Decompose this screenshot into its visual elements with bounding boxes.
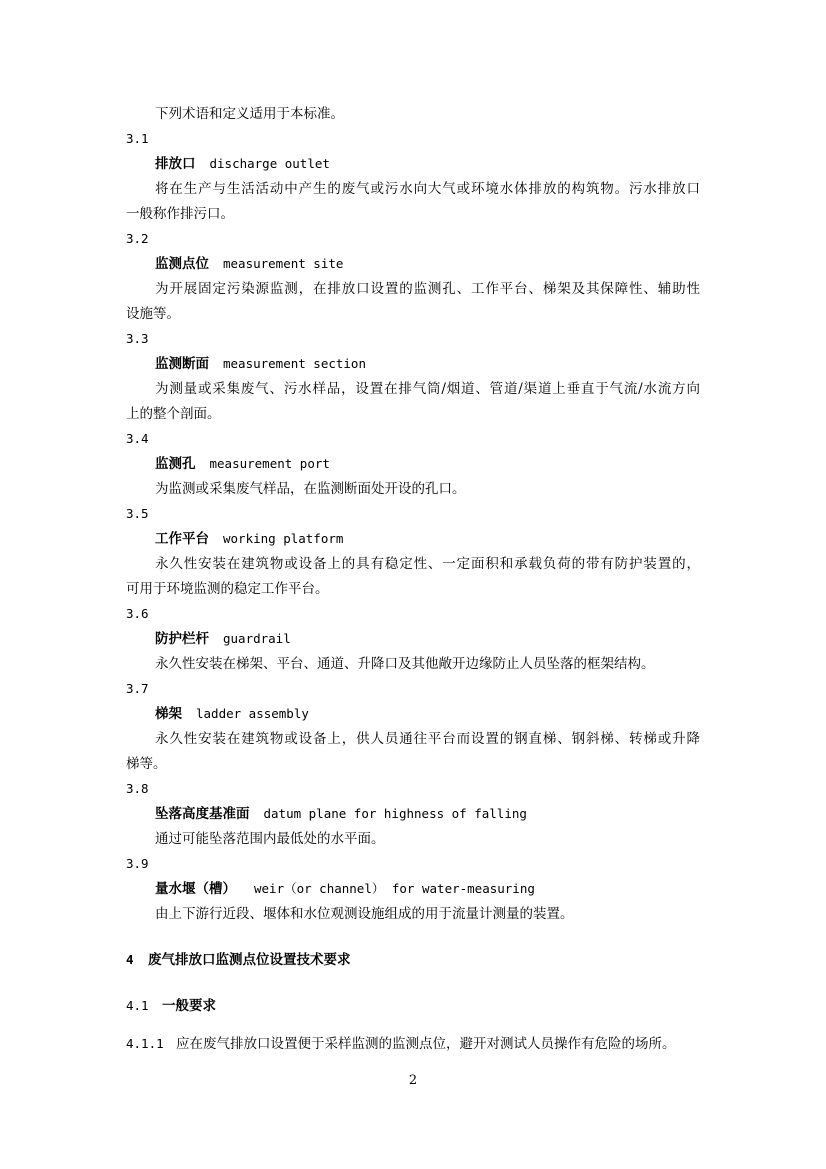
- term-definition-cont: 可用于环境监测的稳定工作平台。: [126, 581, 329, 597]
- term-definition: 为监测或采集废气样品，在监测断面处开设的孔口。: [155, 481, 466, 497]
- clause-number: 4.1.1: [126, 1036, 164, 1051]
- section-number: 4: [126, 952, 134, 967]
- term-heading: [155, 155, 330, 173]
- term-definition: 永久性安装在梯架、平台、通道、升降口及其他敞开边缘防止人员坠落的框架结构。: [155, 656, 655, 672]
- term-en: datum plane for highness of falling: [263, 806, 527, 821]
- term-zh: 工作平台: [155, 531, 209, 547]
- term-heading: [155, 805, 527, 823]
- clause-text: 应在废气排放口设置便于采样监测的监测点位，避开对测试人员操作有危险的场所。: [176, 1036, 676, 1052]
- term-zh: 监测点位: [155, 256, 209, 272]
- term-definition: 为开展固定污染源监测，在排放口设置的监测孔、工作平台、梯架及其保障性、辅助性: [155, 281, 700, 297]
- term-definition: 通过可能坠落范围内最低处的水平面。: [155, 831, 385, 847]
- clause: [126, 1035, 676, 1053]
- term-zh: 梯架: [155, 706, 182, 722]
- section-heading: [126, 951, 351, 969]
- term-zh: 防护栏杆: [155, 631, 209, 647]
- term-definition-cont: 梯等。: [126, 756, 167, 772]
- term-definition-cont: 设施等。: [126, 306, 180, 322]
- term-number: 3.1: [126, 131, 149, 146]
- term-definition: 由上下游行近段、堰体和水位观测设施组成的用于流量计测量的装置。: [155, 906, 574, 922]
- term-heading: [155, 255, 343, 273]
- term-heading: [155, 455, 330, 473]
- term-number: 3.9: [126, 856, 149, 871]
- term-number: 3.6: [126, 606, 149, 621]
- term-number: 3.7: [126, 681, 149, 696]
- term-number: 3.2: [126, 231, 149, 246]
- term-number: 3.5: [126, 506, 149, 521]
- term-definition: 为测量或采集废气、污水样品，设置在排气筒/烟道、管道/渠道上垂直于气流/水流方向: [155, 381, 700, 397]
- term-number: 3.3: [126, 331, 149, 346]
- section-title: 废气排放口监测点位设置技术要求: [148, 952, 351, 968]
- term-zh: 监测孔: [155, 456, 196, 472]
- term-heading: [155, 630, 291, 648]
- term-en: weir（or channel） for water-measuring: [254, 881, 535, 896]
- term-zh: 排放口: [155, 156, 196, 172]
- term-heading: [155, 355, 366, 373]
- term-definition: 永久性安装在建筑物或设备上，供人员通往平台而设置的钢直梯、钢斜梯、转梯或升降: [155, 731, 700, 747]
- term-zh: 量水堰（槽）: [155, 881, 236, 897]
- term-en: guardrail: [223, 631, 291, 646]
- term-number: 3.8: [126, 781, 149, 796]
- term-number: 3.4: [126, 431, 149, 446]
- term-definition: 永久性安装在建筑物或设备上的具有稳定性、一定面积和承载负荷的带有防护装置的，: [155, 556, 700, 572]
- term-en: measurement port: [209, 456, 330, 471]
- term-heading: [155, 880, 535, 898]
- term-definition-cont: 上的整个剖面。: [126, 406, 221, 422]
- term-heading: [155, 705, 309, 723]
- term-heading: [155, 530, 343, 548]
- subsection-heading: [126, 997, 216, 1015]
- term-definition-cont: 一般称作排污口。: [126, 206, 234, 222]
- subsection-title: 一般要求: [162, 998, 216, 1014]
- term-zh: 坠落高度基准面: [155, 806, 250, 822]
- term-definition: 将在生产与生活活动中产生的废气或污水向大气或环境水体排放的构筑物。污水排放口: [155, 181, 700, 197]
- term-en: measurement section: [223, 356, 366, 371]
- subsection-number: 4.1: [126, 998, 149, 1013]
- term-zh: 监测断面: [155, 356, 209, 372]
- term-en: working platform: [223, 531, 344, 546]
- term-en: discharge outlet: [209, 156, 330, 171]
- term-en: measurement site: [223, 256, 344, 271]
- intro-text: 下列术语和定义适用于本标准。: [155, 106, 344, 122]
- page-number: 2: [408, 1073, 418, 1088]
- term-en: ladder assembly: [196, 706, 309, 721]
